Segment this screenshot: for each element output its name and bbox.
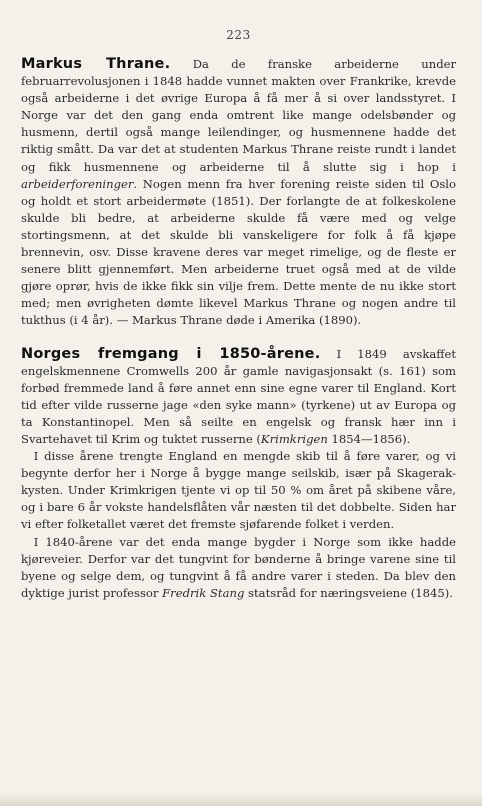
text-segment-italic: Fredrik Stang <box>162 585 245 600</box>
page-bottom-edge <box>0 792 482 806</box>
text-segment-italic: arbeiderforeninger <box>21 176 134 191</box>
page-number: 223 <box>226 28 251 42</box>
section-markus-thrane <box>21 56 456 330</box>
text-segment: I 1840-årene var det enda mange bygder i Norge som ikke hadde kjøreveier. Derfor var det tungvint for bønderne å bringe varene sine til byene og selge dem, og tungvint å få andre varer i steden. Da blev den dyktige jurist professor <box>21 534 456 600</box>
text-segment: . Nogen menn fra hver forening reiste siden til Oslo og holdt et stort arbeidermøte (1851). Der forlangte de at folkeskolene skulde bli bedre, at arbeiderne skulde få være med og velge stortingsmenn, at det skulde bli vanskeligere for folk å få kjøpe brennevin, osv. Disse kravene deres var meget rimelige, og de fleste er senere blitt gjennemført. Men arbeiderne truet også med at de vilde gjøre oprør, hvis de ikke fikk sin vilje frem. Dette mente de nu ikke stort med; men øvrigheten dømte likevel Markus Thrane og nogen andre til tukthus (i 4 år). — Markus Thrane døde i Amerika (1890). <box>21 176 456 328</box>
paragraph <box>21 346 456 449</box>
text-segment: statsråd for næringsveiene (1845). <box>244 585 453 600</box>
text-segment: Da de franske arbeiderne under februarrevolusjonen i 1848 hadde vunnet makten over Frankrike, krevde også arbeiderne i det øvrige Europa å få mer å si over landsstyret. I Norge var det den gang enda omtrent like mange odelsbønder og husmenn, dertil også mange leilendinger, og husmennene hadde det riktig smått. Da var det at studenten Markus Thrane reiste rundt i landet og fikk husmennene og arbeiderne til å slutte sig i hop i <box>21 57 457 174</box>
text-segment-italic: Krimkrigen <box>260 431 328 446</box>
section-norges-fremgang <box>21 346 456 602</box>
text-segment: I disse årene trengte England en mengde skib til å føre varer, og vi begynte derfor her i Norge å bygge mange seilskib, især på Skagerak-kysten. Under Krimkrigen tjente vi op til 50 % om året på skibene våre, og i bare 6 år vokste handelsflåten vår næsten til det dobbelte. Siden har vi efter folketallet været det fremste sjøfarende folket i verden. <box>21 449 456 532</box>
paragraph <box>21 56 456 330</box>
text-segment: 1854—1856). <box>327 431 411 446</box>
paragraph <box>21 448 456 533</box>
section-heading: Norges fremgang i 1850-årene. <box>21 345 321 362</box>
text-segment: I 1849 avskaffet engelskmennene Cromwells 200 år gamle navigasjonsakt (s. 161) som forbød fremmede land å føre annet enn sine egne varer til England. Kort tid efter vilde russerne jage «den syke mann» (tyrkene) ut av Europa og ta Konstantinopel. Men så seilte en engelsk og fransk hær inn i Svartehavet til Krim og tuktet russerne ( <box>21 346 457 446</box>
section-heading: Markus Thrane. <box>21 56 171 72</box>
paragraph <box>21 534 456 602</box>
